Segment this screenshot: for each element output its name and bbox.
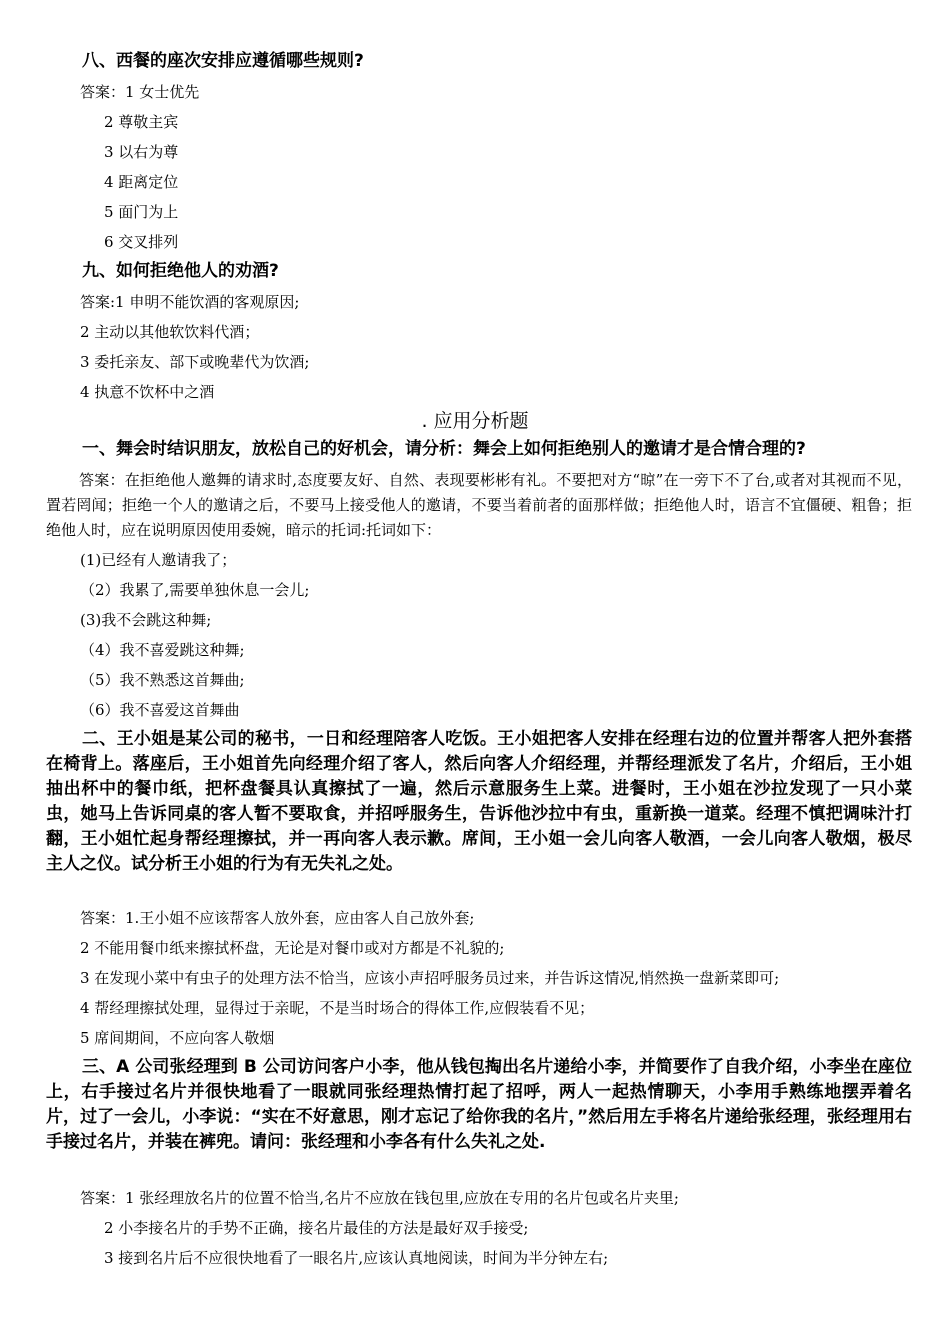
- case-2-answer-line: 答案：1.王小姐不应该帮客人放外套，应由客人自己放外套;: [80, 909, 475, 927]
- case-1-item: (1)已经有人邀请我了；: [80, 551, 237, 569]
- case-1-item: (3)我不会跳这种舞;: [80, 611, 212, 629]
- case-3-question: 三、A 公司张经理到 B 公司访问客户小李，他从钱包掏出名片递给小李，并简要作了自我介绍，小李坐在座位上，右手接过名片并很快地看了一眼就同张经理热情打起了招呼，两人一起热情聊天，小李用手熟练地摆弄着名片，过了一会儿，小李说：“实在不好意思，刚才忘记了给你我的名片，”然后用左手将名片递给张经理，张经理用右手接过名片，并装在裤兜。请问：张经理和小李各有什么失礼之处.: [46, 1057, 912, 1152]
- q8-answer-line: 5 面门为上: [104, 203, 179, 221]
- q9-answer-line: 答案:1 申明不能饮酒的客观原因;: [80, 293, 300, 311]
- case-2-answer-line: 4 帮经理擦拭处理，显得过于亲昵，不是当时场合的得体工作,应假装看不见；: [80, 999, 595, 1017]
- case-3-answer-line: 2 小李接名片的手势不正确，接名片最佳的方法是最好双手接受;: [104, 1219, 529, 1237]
- q8-answer-line: 2 尊敬主宾: [104, 113, 179, 131]
- question-8-heading: 八、西餐的座次安排应遵循哪些规则?: [82, 51, 364, 71]
- case-1-item: （5）我不熟悉这首舞曲;: [80, 671, 245, 689]
- case-1-item: （2）我累了,需要单独休息一会儿;: [80, 581, 310, 599]
- q9-answer-line: 4 执意不饮杯中之酒: [80, 383, 215, 401]
- case-2-answer-line: 2 不能用餐巾纸来擦拭杯盘，无论是对餐巾或对方都是不礼貌的;: [80, 939, 505, 957]
- case-1-question: 一、舞会时结识朋友，放松自己的好机会，请分析：舞会上如何拒绝别人的邀请才是合情合理的?: [82, 439, 806, 459]
- case-2-question: 二、王小姐是某公司的秘书，一日和经理陪客人吃饭。王小姐把客人安排在经理右边的位置并帮客人把外套搭在椅背上。落座后，王小姐首先向经理介绍了客人，然后向客人介绍经理，并帮经理派发了名片，介绍后，王小姐抽出杯中的餐巾纸，把杯盘餐具认真擦拭了一遍，然后示意服务生上菜。进餐时，王小姐在沙拉发现了一只小菜虫，她马上告诉同桌的客人暂不要取食，并招呼服务生，告诉他沙拉中有虫，重新换一道菜。经理不慎把调味汁打翻，王小姐忙起身帮经理擦拭，并一再向客人表示歉。席间，王小姐一会儿向客人敬酒，一会儿向客人敬烟，极尽主人之仪。试分析王小姐的行为有无失礼之处。: [46, 729, 912, 874]
- case-1-item: （4）我不喜爱跳这种舞;: [80, 641, 245, 659]
- case-1-answer: 答案：在拒绝他人邀舞的请求时,态度要友好、自然、表现要彬彬有礼。不要把对方“晾”在一旁下不了台,或者对其视而不见，置若罔闻；拒绝一个人的邀请之后，不要马上接受他人的邀请，不要当着前者的面那样做；拒绝他人时，语言不宜僵硬、粗鲁；拒绝他人时，应在说明原因使用委婉，暗示的托词:托词如下：: [46, 471, 912, 539]
- q9-answer-line: 2 主动以其他软饮料代酒；: [80, 323, 260, 341]
- case-3-answer-line: 答案：1 张经理放名片的位置不恰当,名片不应放在钱包里,应放在专用的名片包或名片夹里;: [80, 1189, 679, 1207]
- q8-answer-line: 4 距离定位: [104, 173, 179, 191]
- q8-answer-line: 6 交叉排列: [104, 233, 179, 251]
- q8-answer-line: 3 以右为尊: [104, 143, 179, 161]
- case-2-answer-line: 5 席间期间，不应向客人敬烟: [80, 1029, 275, 1047]
- question-9-heading: 九、如何拒绝他人的劝酒?: [82, 261, 279, 281]
- q8-answer-line: 答案：1 女士优先: [80, 83, 200, 101]
- case-1-item: （6）我不喜爱这首舞曲: [80, 701, 240, 719]
- q9-answer-line: 3 委托亲友、部下或晚辈代为饮酒;: [80, 353, 310, 371]
- case-2-answer-line: 3 在发现小菜中有虫子的处理方法不恰当，应该小声招呼服务员过来，并告诉这情况,悄然换一盘新菜即可;: [80, 969, 780, 987]
- section-title: . 应用分析题: [421, 410, 529, 432]
- case-3-answer-line: 3 接到名片后不应很快地看了一眼名片,应该认真地阅读，时间为半分钟左右;: [104, 1249, 609, 1267]
